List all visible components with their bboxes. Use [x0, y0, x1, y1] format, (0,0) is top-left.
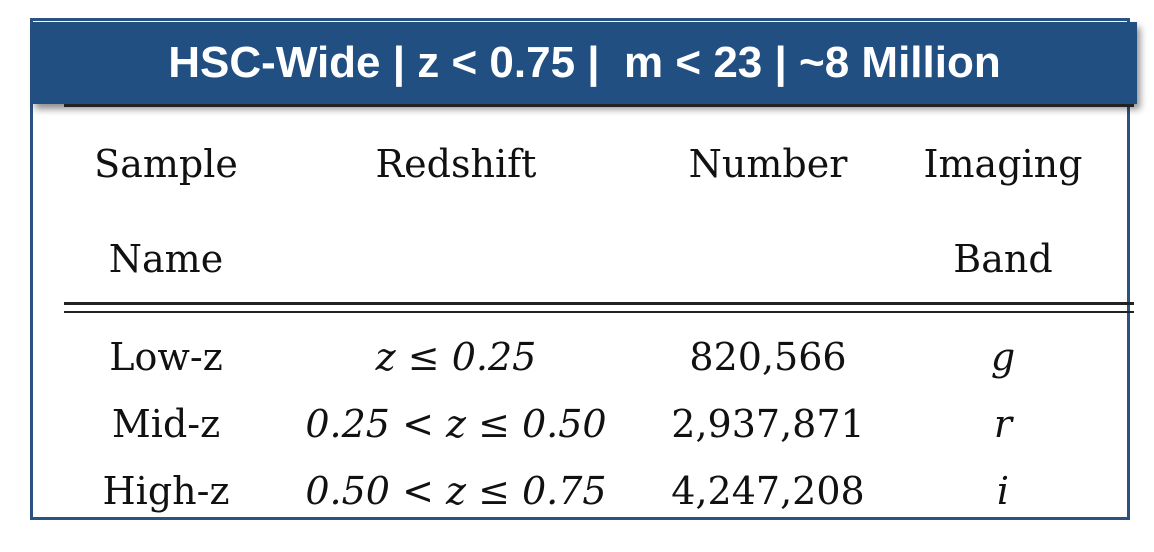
header-number: Number [688, 142, 848, 186]
banner-title: HSC-Wide | z < 0.75 | m < 23 | ~8 Million [168, 38, 1001, 87]
row-high-z-band: i [996, 469, 1010, 513]
header-rule-1 [64, 302, 1134, 305]
header-rule-2 [64, 311, 1134, 313]
row-mid-z-name: Mid-z [111, 402, 221, 446]
header-band: Band [953, 237, 1053, 281]
row-low-z-number: 820,566 [689, 335, 847, 379]
row-mid-z-number: 2,937,871 [671, 402, 865, 446]
row-mid-z-redshift: 0.25 < z ≤ 0.50 [305, 402, 607, 446]
header-imaging: Imaging [923, 142, 1083, 186]
row-low-z-band: g [990, 335, 1016, 379]
table-top-rule [64, 104, 1134, 107]
row-mid-z-band: r [993, 402, 1013, 446]
header-sample: Sample [94, 142, 238, 186]
row-low-z-redshift: z ≤ 0.25 [375, 335, 537, 379]
header-name: Name [108, 237, 224, 281]
title-banner [32, 22, 1137, 104]
row-high-z-redshift: 0.50 < z ≤ 0.75 [305, 469, 607, 513]
header-redshift: Redshift [375, 142, 537, 186]
row-high-z-name: High-z [102, 469, 230, 513]
row-low-z-name: Low-z [109, 335, 223, 379]
row-high-z-number: 4,247,208 [671, 469, 865, 513]
